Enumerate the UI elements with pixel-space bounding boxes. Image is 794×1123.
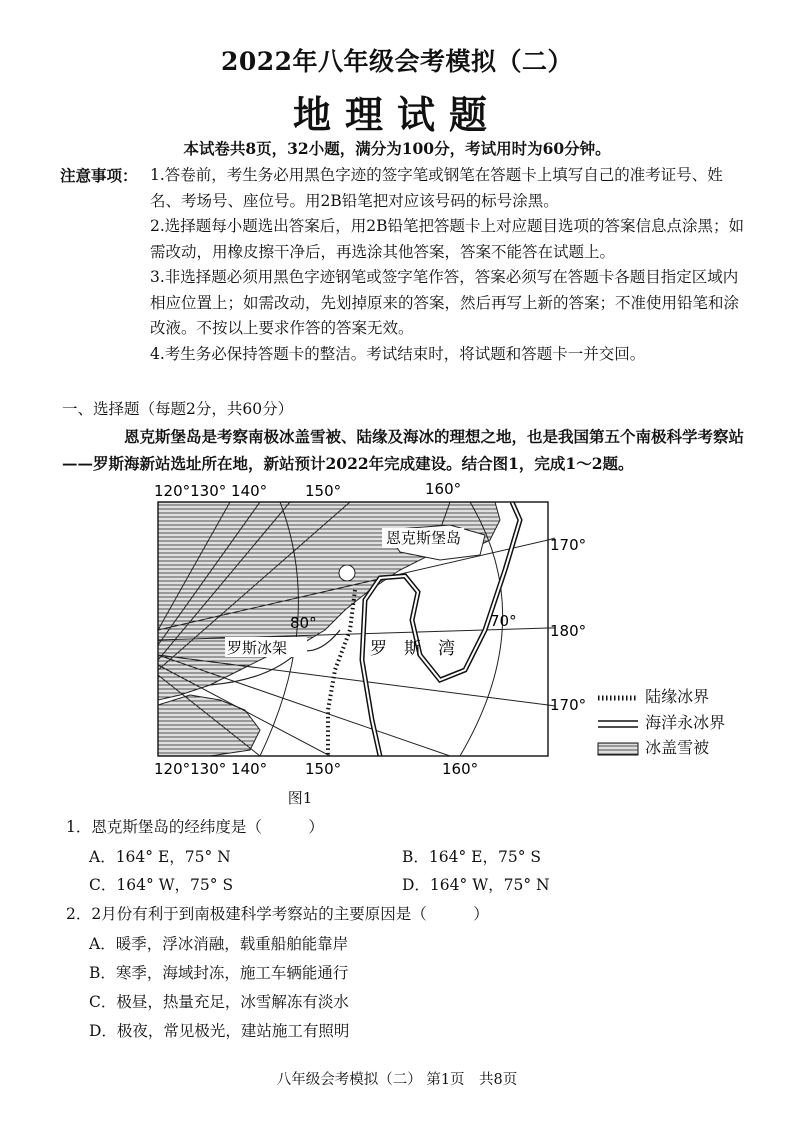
option-a: A．暖季，浮冰消融，载重船舶能靠岸 <box>89 935 349 953</box>
section-intro <box>62 423 756 477</box>
lon-label: 150° <box>305 482 342 500</box>
option-a: A．164° E，75° N <box>89 848 231 866</box>
question-stem: 2．2月份有利于到南极建科学考察站的主要原因是（ ） <box>66 905 489 923</box>
section-title: 一、选择题（每题2分，共60分） <box>62 400 294 418</box>
intro-text: 恩克斯堡岛是考察南极冰盖雪被、陆缘及海冰的理想之地，也是我国第五个南极科学考察站——罗斯海新站选址所在地，新站预计2022年完成建设。结合图1，完成1～2题。 <box>62 427 745 473</box>
legend-label: 海洋永冰界 <box>645 713 726 732</box>
question-stem: 1．恩克斯堡岛的经纬度是（ ） <box>66 818 324 836</box>
legend-item <box>596 710 725 733</box>
hatched-box-icon <box>596 741 640 757</box>
option-d: D．极夜，常见极光，建站施工有照明 <box>89 1022 350 1040</box>
lon-label: 170° <box>550 696 587 714</box>
ice-shelf-label: 罗斯冰架 <box>227 639 288 657</box>
option-d: D．164° W，75° N <box>402 876 550 894</box>
note-item: 1.答卷前，考生务必用黑色字迹的签字笔或钢笔在答题卡上填写自己的准考证号、姓名、考场号、座位号。用2B铅笔把对应该号码的标号涂黑。 <box>150 166 723 210</box>
lon-label: 120°130° 140° <box>154 482 268 500</box>
note-item: 3.非选择题必须用黑色字迹钢笔或签字笔作答，答案必须写在答题卡各题目指定区域内相应位置上；如需改动，先划掉原来的答案，然后再写上新的答案；不准使用铅笔和涂改液。不按以上要求作答的答案无效。 <box>150 268 740 337</box>
bay-label: 罗 斯 湾 <box>370 639 455 659</box>
notes-heading: 注意事项： <box>60 166 138 185</box>
exam-info: 本试卷共8页，32小题，满分为100分，考试用时为60分钟。 <box>183 139 611 158</box>
lon-label: 150° <box>305 760 342 778</box>
exam-title: 2022年八年级会考模拟（二） <box>220 47 574 76</box>
dotted-line-icon <box>596 691 640 705</box>
figure-caption: 图1 <box>287 789 313 807</box>
note-item: 2.选择题每小题选出答案后，用2B铅笔把答题卡上对应题目选项的答案信息点涂黑；如需改动，用橡皮擦干净后，再选涂其他答案，答案不能答在试题上。 <box>150 217 745 261</box>
note-item: 4.考生务必保持答题卡的整洁。考试结束时，将试题和答题卡一并交回。 <box>150 345 646 363</box>
option-b: B．寒季，海域封冻，施工车辆能通行 <box>89 964 349 982</box>
lon-label: 160° <box>442 760 479 778</box>
lon-label: 180° <box>550 622 587 640</box>
option-c: C．极昼，热量充足，冰雪解冻有淡水 <box>89 993 349 1011</box>
lon-label: 160° <box>425 480 462 498</box>
legend-label: 陆缘冰界 <box>645 687 710 706</box>
lat-label: 80° <box>290 614 317 632</box>
lon-label: 120°130° 140° <box>154 760 268 778</box>
option-b: B．164° E，75° S <box>402 848 541 866</box>
subject-title: 地理试题 <box>292 92 501 137</box>
legend-item <box>596 684 709 707</box>
lat-label: 70° <box>490 612 517 630</box>
page-footer: 八年级会考模拟（二） 第1页 共8页 <box>276 1072 518 1088</box>
option-c: C．164° W，75° S <box>89 876 234 894</box>
legend-label: 冰盖雪被 <box>645 738 710 757</box>
double-line-icon <box>596 717 640 731</box>
island-label: 恩克斯堡岛 <box>386 529 462 547</box>
legend-item <box>596 735 709 758</box>
lon-label: 170° <box>550 536 587 554</box>
ice-cap-area <box>158 695 260 756</box>
